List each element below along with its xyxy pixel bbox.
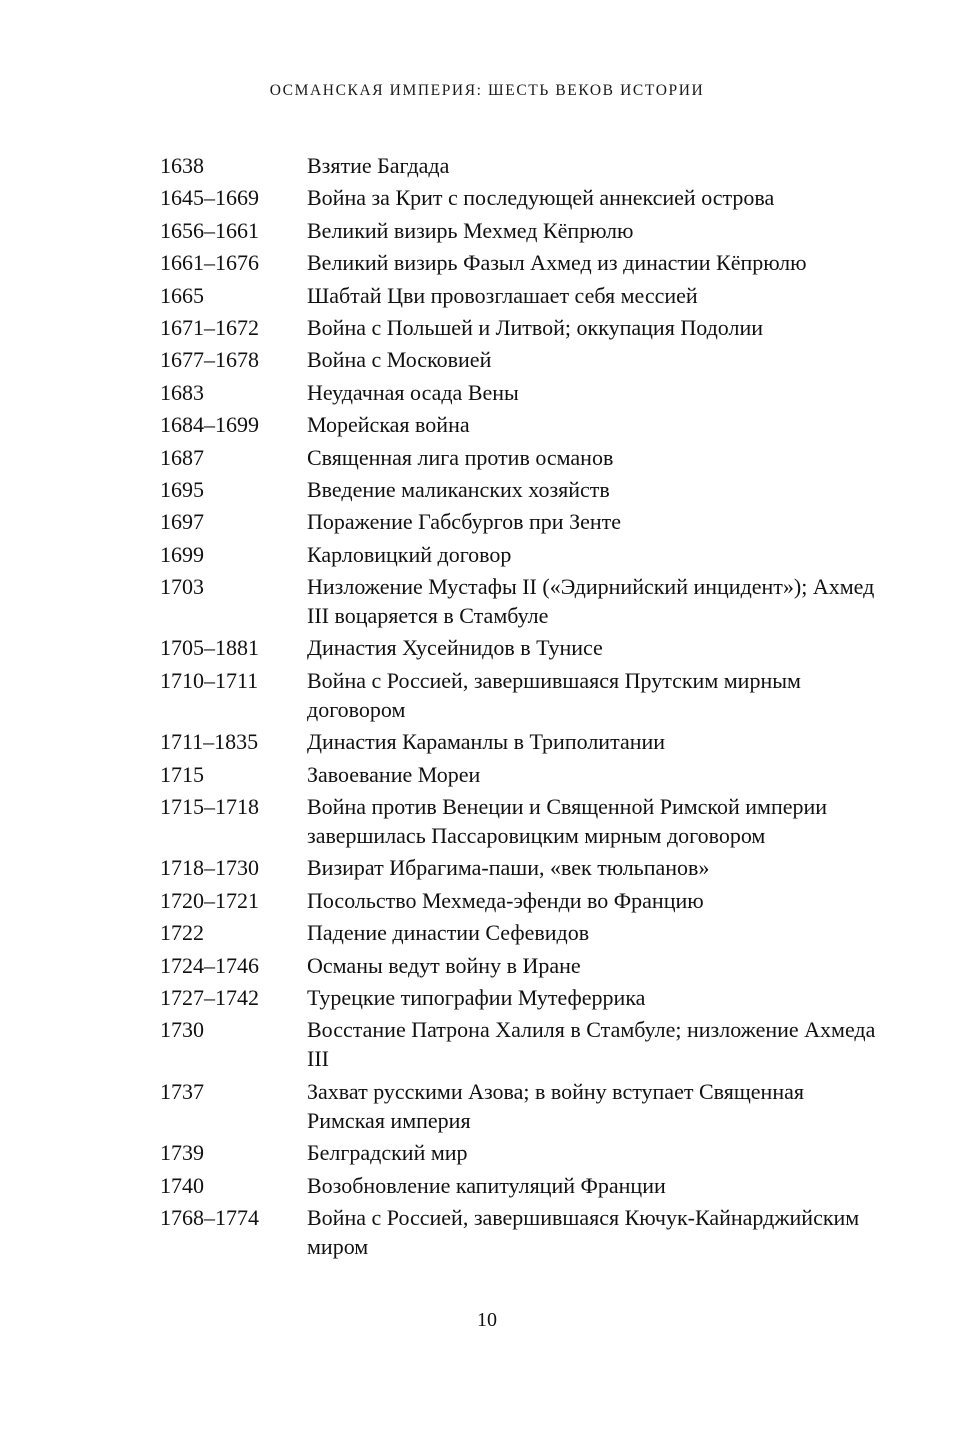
page-number: 10 [477, 1309, 497, 1331]
entry-year: 1715–1718 [160, 794, 259, 820]
chronology-row [160, 216, 880, 245]
entry-event: Война за Крит с последующей аннексией острова [307, 185, 775, 211]
entry-year: 1697 [160, 509, 204, 535]
chronology-row [160, 248, 880, 277]
entry-year: 1677–1678 [160, 347, 259, 373]
entry-event: Взятие Багдада [307, 153, 450, 178]
entry-year: 1699 [160, 541, 204, 567]
chronology-row [160, 983, 880, 1012]
chronology-row [160, 443, 880, 472]
entry-event: Священная лига против османов [307, 444, 614, 470]
chronology-row [160, 475, 880, 504]
entry-year: 1724–1746 [160, 952, 259, 978]
entry-year: 1656–1661 [160, 217, 259, 243]
chronology-row [160, 633, 880, 662]
entry-event: Визират Ибрагима-паши, «век тюльпанов» [307, 855, 710, 881]
chronology-row [160, 151, 880, 180]
entry-event: Османы ведут войну в Иране [307, 952, 581, 978]
entry-event: Карловицкий договор [307, 541, 512, 567]
entry-year: 1710–1711 [160, 667, 259, 693]
chronology-row [160, 727, 880, 756]
entry-year: 1661–1676 [160, 250, 259, 276]
chronology-row [160, 1203, 880, 1261]
entry-event: Поражение Габсбургов при Зенте [307, 509, 622, 535]
running-header: ОСМАНСКАЯ ИМПЕРИЯ: ШЕСТЬ ВЕКОВ ИСТОРИИ [269, 82, 705, 99]
entry-year: 1695 [160, 476, 204, 502]
chronology-row [160, 886, 880, 915]
entry-year: 1711–1835 [160, 729, 259, 755]
entry-event: Великий визирь Мехмед Кёпрюлю [307, 217, 634, 243]
entry-year: 1740 [160, 1172, 204, 1198]
chronology-row [160, 1015, 880, 1073]
entry-event: Династия Караманлы в Триполитании [307, 729, 666, 755]
entry-year: 1730 [160, 1017, 204, 1043]
entry-year: 1720–1721 [160, 887, 259, 913]
entry-year: 1671–1672 [160, 314, 259, 340]
entry-year: 1683 [160, 379, 204, 405]
chronology-row [160, 281, 880, 310]
entry-event: Морейская война [307, 412, 470, 438]
chronology-row [160, 853, 880, 882]
chronology-row [160, 792, 880, 850]
chronology-row [160, 507, 880, 536]
chronology-row [160, 1077, 880, 1135]
entry-year: 1638 [160, 153, 204, 178]
chronology-row [160, 666, 880, 724]
entry-event: Война с Польшей и Литвой; оккупация Подолии [307, 314, 763, 340]
entry-event: Низложение Мустафы II («Эдирнийский инцидент»); Ахмед III воцаряется в Стамбуле [307, 574, 875, 629]
entry-event: Война с Россией, завершившаяся Прутским мирным договором [307, 667, 801, 722]
chronology-row [160, 951, 880, 980]
entry-event: Династия Хусейнидов в Тунисе [307, 635, 603, 661]
entry-event: Война с Россией, завершившаяся Кючук-Кайнарджийским миром [307, 1204, 860, 1259]
entry-event: Белградский мир [307, 1140, 468, 1166]
chronology-row [160, 1138, 880, 1167]
chronology-row [160, 1171, 880, 1200]
entry-year: 1727–1742 [160, 984, 259, 1010]
entry-event: Посольство Мехмеда-эфенди во Францию [307, 887, 704, 913]
entry-year: 1739 [160, 1140, 204, 1166]
chronology-row [160, 313, 880, 342]
chronology-row [160, 345, 880, 374]
entry-event: Введение маликанских хозяйств [307, 476, 610, 502]
entry-event: Турецкие типографии Мутеферрика [307, 984, 646, 1010]
entry-event: Война против Венеции и Священной Римской империи завершилась Пассаровицким мирным договором [307, 794, 828, 849]
entry-year: 1722 [160, 920, 204, 946]
entry-event: Неудачная осада Вены [307, 379, 519, 405]
chronology-row [160, 760, 880, 789]
chronology-row [160, 572, 880, 630]
entry-event: Война с Московией [307, 347, 492, 373]
entry-year: 1737 [160, 1078, 204, 1104]
entry-event: Возобновление капитуляций Франции [307, 1172, 666, 1198]
entry-event: Захват русскими Азова; в войну вступает Священная Римская империя [307, 1078, 804, 1133]
entry-event: Падение династии Сефевидов [307, 920, 590, 946]
entry-year: 1715 [160, 761, 204, 787]
entry-year: 1768–1774 [160, 1204, 259, 1230]
entry-year: 1703 [160, 574, 204, 600]
chronology-row [160, 378, 880, 407]
entry-year: 1687 [160, 444, 204, 470]
entry-year: 1665 [160, 282, 204, 308]
chronology-row [160, 410, 880, 439]
chronology-row [160, 540, 880, 569]
chronology-row [160, 918, 880, 947]
entry-event: Завоевание Мореи [307, 761, 481, 787]
entry-event: Великий визирь Фазыл Ахмед из династии Кёпрюлю [307, 250, 807, 276]
chronology-row [160, 183, 880, 212]
entry-year: 1645–1669 [160, 185, 259, 211]
chronology-list [160, 151, 880, 1264]
entry-year: 1705–1881 [160, 635, 259, 661]
entry-year: 1718–1730 [160, 855, 259, 881]
entry-event: Восстание Патрона Халиля в Стамбуле; низложение Ахмеда III [307, 1017, 876, 1072]
entry-year: 1684–1699 [160, 412, 259, 438]
entry-event: Шабтай Цви провозглашает себя мессией [307, 282, 698, 308]
